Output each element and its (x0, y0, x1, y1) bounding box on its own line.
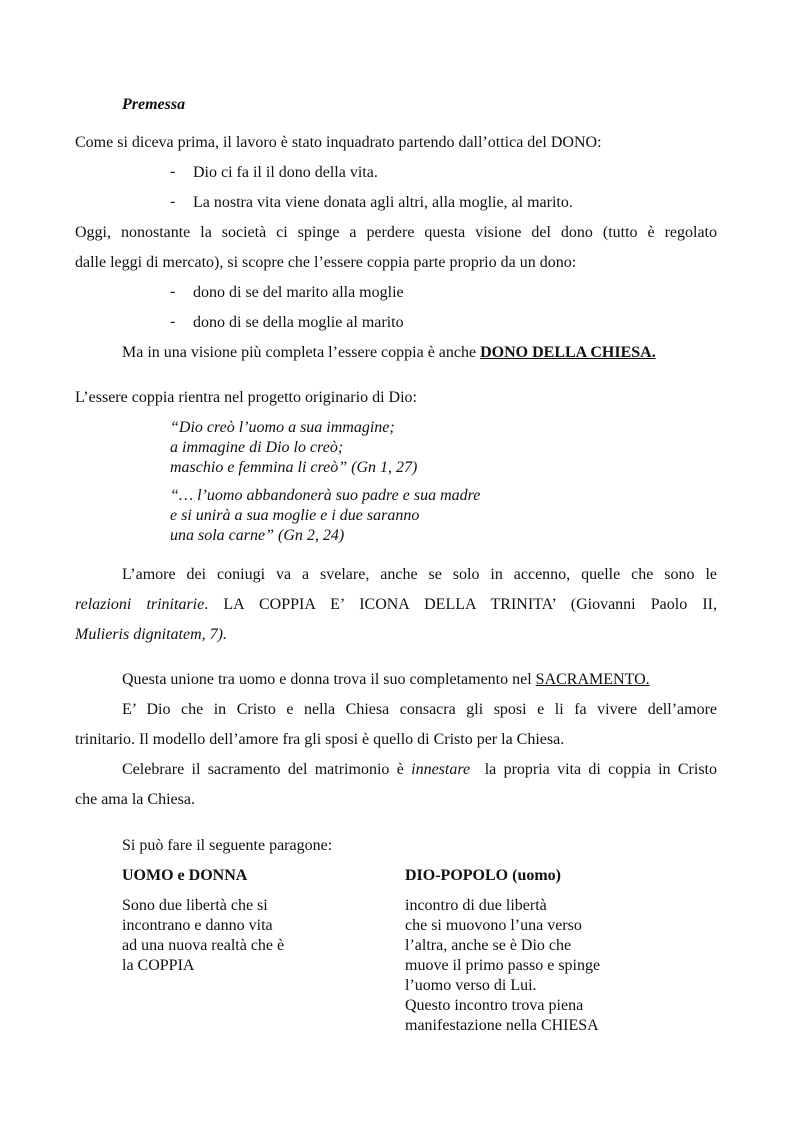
text-span: la propria vita di coppia in Cristo (470, 761, 717, 778)
section-heading: Premessa (122, 96, 186, 113)
bullet-dash: - (170, 313, 176, 330)
column-line: la COPPIA (122, 957, 195, 974)
bullet-dash: - (170, 163, 176, 180)
paragraph-line: L’essere coppia rientra nel progetto originario di Dio: (75, 389, 417, 406)
list-item: dono di se della moglie al marito (193, 314, 404, 331)
paragraph-line: trinitario. Il modello dell’amore fra gli sposi è quello di Cristo per la Chiesa. (75, 731, 565, 748)
text-span: Celebrare il sacramento del matrimonio è (122, 761, 412, 778)
text-span: Ma in una visione più completa l’essere coppia è anche (122, 344, 481, 361)
column-line: muove il primo passo e spinge (405, 957, 601, 974)
column-line: incontro di due libertà (405, 897, 547, 914)
intro-text: Come si diceva prima, il lavoro è stato inquadrato partendo dall’ottica del DONO: (75, 134, 602, 151)
emphasis-text: SACRAMENTO. (535, 671, 650, 688)
list-item: Dio ci fa il il dono della vita. (193, 164, 378, 181)
column-line: Questo incontro trova piena (405, 997, 584, 1014)
quote-line: maschio e femmina li creò” (Gn 1, 27) (170, 459, 418, 476)
column-line: Sono due libertà che si (122, 897, 268, 914)
emphasis-text: DONO DELLA CHIESA. (480, 344, 656, 361)
column-line: ad una nuova realtà che è (122, 937, 285, 954)
column-title: DIO-POPOLO (uomo) (405, 867, 561, 884)
quote-line: una sola carne” (Gn 2, 24) (170, 527, 345, 544)
paragraph-line: Mulieris dignitatem, 7). (75, 626, 227, 643)
paragraph-line: Si può fare il seguente paragone: (122, 837, 333, 854)
quote-line: e si unirà a sua moglie e i due saranno (170, 507, 420, 524)
list-item: dono di se del marito alla moglie (193, 284, 404, 301)
text-span: Questa unione tra uomo e donna trova il suo completamento nel (122, 671, 536, 688)
paragraph-line: E’ Dio che in Cristo e nella Chiesa consacra gli sposi e li fa vivere dell’amore (122, 701, 717, 718)
paragraph-line (75, 595, 717, 615)
quote-line: a immagine di Dio lo creò; (170, 439, 344, 456)
column-line: l’uomo verso di Lui. (405, 977, 537, 994)
quote-line: “Dio creò l’uomo a sua immagine; (170, 419, 395, 436)
column-line: incontrano e danno vita (122, 917, 273, 934)
column-title: UOMO e DONNA (122, 867, 248, 884)
bullet-dash: - (170, 283, 176, 300)
list-item: La nostra vita viene donata agli altri, alla moglie, al marito. (193, 194, 573, 211)
italic-text: relazioni trinitarie (75, 596, 205, 613)
text-span: . LA COPPIA E’ ICONA DELLA TRINITA’ (Giovanni Paolo II, (204, 596, 718, 613)
italic-text: innestare (411, 761, 471, 778)
paragraph-line: che ama la Chiesa. (75, 791, 195, 808)
column-line: l’altra, anche se è Dio che (405, 937, 572, 954)
paragraph-line (122, 343, 656, 363)
column-line: manifestazione nella CHIESA (405, 1017, 599, 1034)
paragraph-line (122, 670, 650, 690)
quote-line: “… l’uomo abbandonerà suo padre e sua madre (170, 487, 481, 504)
column-line: che si muovono l’una verso (405, 917, 582, 934)
paragraph-line (122, 760, 717, 780)
paragraph-line: dalle leggi di mercato), si scopre che l’essere coppia parte proprio da un dono: (75, 254, 577, 271)
paragraph-line: Oggi, nonostante la società ci spinge a perdere questa visione del dono (tutto è regolato (75, 224, 717, 241)
bullet-dash: - (170, 193, 176, 210)
paragraph-line: L’amore dei coniugi va a svelare, anche se solo in accenno, quelle che sono le (122, 566, 717, 583)
